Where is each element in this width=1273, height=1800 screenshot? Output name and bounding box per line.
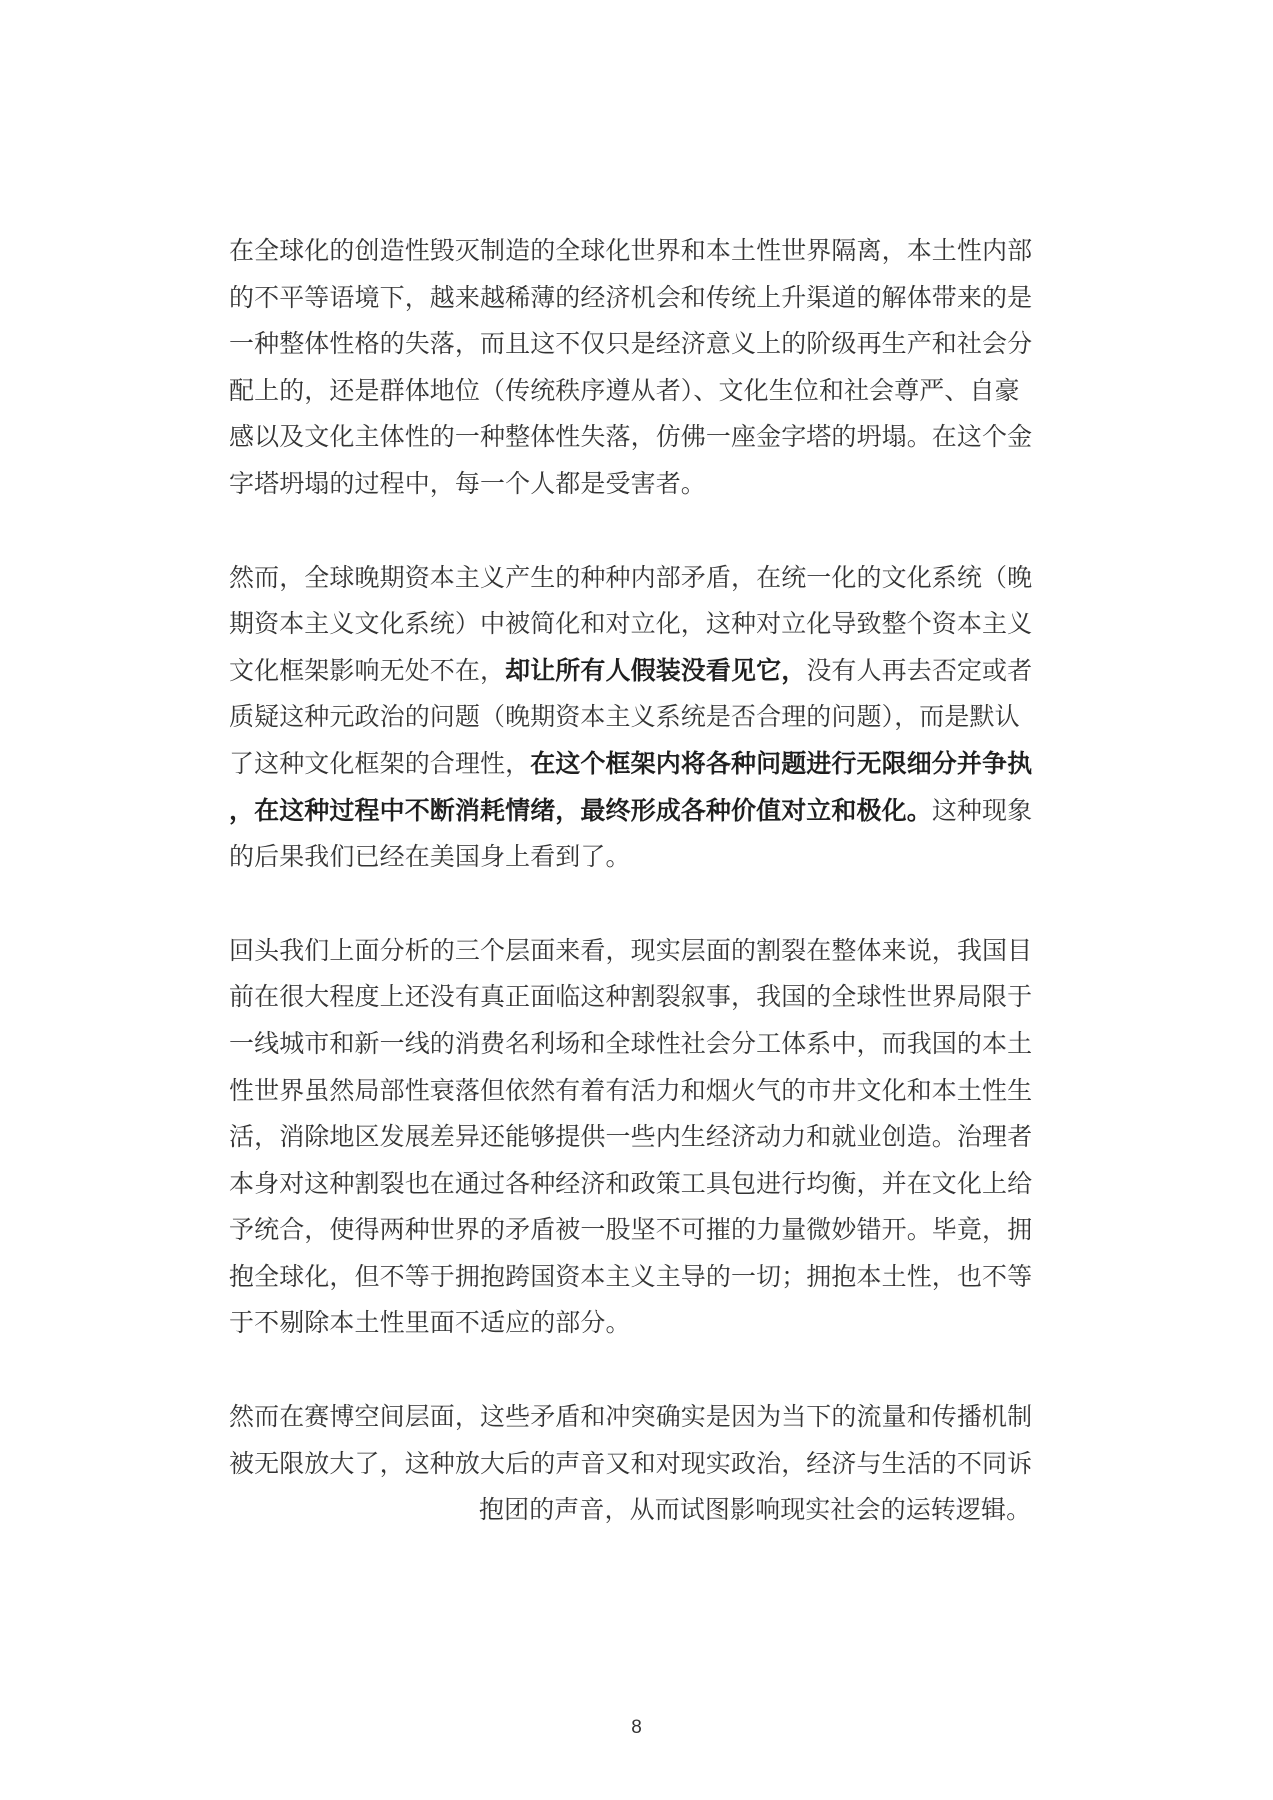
text-line [229, 1441, 1047, 1488]
text-line [229, 601, 1047, 648]
text-run: 这种现象 [931, 795, 1033, 825]
text-run: 感以及文化主体性的一种整体性失落，仿佛一座金字塔的坍塌。在这个金 [229, 422, 1033, 452]
text-run: 被无限放大了，这种放大后的声音又和对现实政治，经济与生活的不同诉 [229, 1448, 1033, 1478]
text-run: 一线城市和新一线的消费名利场和全球性社会分工体系中，而我国的本土 [229, 1028, 1033, 1058]
paragraph-gap [229, 508, 1047, 555]
text-run: 然而在赛博空间层面，这些矛盾和冲突确实是因为当下的流量和传播机制 [229, 1402, 1033, 1432]
text-line [229, 1021, 1047, 1068]
text-run: 前在很大程度上还没有真正面临这种割裂叙事，我国的全球性世界局限于 [229, 982, 1033, 1012]
text-run: 在全球化的创造性毁灭制造的全球化世界和本土性世界隔离，本土性内部 [229, 236, 1033, 265]
text-run: 回头我们上面分析的三个层面来看，现实层面的割裂在整体来说，我国目 [229, 935, 1033, 965]
text-run: 然而，全球晚期资本主义产生的种种内部矛盾，在统一化的文化系统（晚 [229, 562, 1033, 592]
paragraph-1 [229, 228, 1047, 508]
text-run: 的不平等语境下，越来越稀薄的经济机会和传统上升渠道的解体带来的是 [229, 282, 1033, 312]
text-line [229, 1161, 1047, 1208]
text-line [229, 1068, 1047, 1115]
text-line [229, 648, 1047, 695]
text-run: 抱全球化，但不等于拥抱跨国资本主义主导的一切；拥抱本土性，也不等 [229, 1261, 1033, 1291]
paragraph-2 [229, 555, 1047, 881]
bold-text: ，在这种过程中不断消耗情绪，最终形成各种价值对立和极化。 [229, 795, 932, 825]
paragraph-gap [229, 881, 1047, 928]
paragraph-3 [229, 928, 1047, 1347]
paragraph-gap [229, 1347, 1047, 1394]
text-line [229, 321, 1047, 368]
text-line [229, 414, 1047, 461]
text-line [229, 1114, 1047, 1161]
text-line [229, 1207, 1047, 1254]
text-line [229, 1300, 1047, 1347]
text-run: 性世界虽然局部性衰落但依然有着有活力和烟火气的市井文化和本土性生 [229, 1075, 1033, 1105]
text-run: 没有人再去否定或者 [806, 655, 1033, 685]
text-run: 质疑这种元政治的问题（晚期资本主义系统是否合理的问题），而是默认 [229, 702, 1020, 732]
text-run: 一种整体性格的失落，而且这不仅只是经济意义上的阶级再生产和社会分 [229, 329, 1033, 359]
paragraph-4 [229, 1394, 1047, 1534]
text-line [229, 974, 1047, 1021]
text-run: 予统合，使得两种世界的矛盾被一股坚不可摧的力量微妙错开。毕竟，拥 [229, 1215, 1033, 1245]
text-run: 的后果我们已经在美国身上看到了。 [229, 842, 631, 872]
text-line [229, 694, 1047, 741]
text-line [229, 368, 1047, 415]
text-run: 配上的，还是群体地位（传统秩序遵从者）、文化生位和社会尊严、自豪 [229, 375, 1020, 405]
text-run: 活，消除地区发展差异还能够提供一些内生经济动力和就业创造。治理者 [229, 1122, 1033, 1152]
document-body [229, 228, 1047, 1534]
text-line [229, 228, 1047, 275]
text-run: 了这种文化框架的合理性， [229, 748, 531, 778]
text-run: 本身对这种割裂也在通过各种经济和政策工具包进行均衡，并在文化上给 [229, 1168, 1033, 1198]
text-line [229, 741, 1047, 788]
bold-text: 在这个框架内将各种问题进行无限细分并争执 [530, 748, 1033, 778]
bold-text: 却让所有人假装没看见它， [505, 655, 807, 685]
text-line [229, 1254, 1047, 1301]
text-line [229, 461, 1047, 508]
text-run: 期资本主义文化系统）中被简化和对立化，这种对立化导致整个资本主义 [229, 609, 1033, 639]
text-line [229, 834, 1047, 881]
text-line [229, 275, 1047, 322]
text-run: 字塔坍塌的过程中，每一个人都是受害者。 [229, 468, 706, 498]
text-run: 抱团的声音，从而试图影响现实社会的运转逻辑。 [479, 1495, 1032, 1525]
text-line [229, 928, 1047, 975]
text-line [229, 555, 1047, 602]
text-line [229, 1487, 1047, 1534]
text-line [229, 788, 1047, 835]
page-number: 8 [631, 1717, 642, 1738]
text-run: 文化框架影响无处不在， [229, 655, 506, 685]
text-run: 于不剔除本土性里面不适应的部分。 [229, 1308, 631, 1338]
text-line [229, 1394, 1047, 1441]
